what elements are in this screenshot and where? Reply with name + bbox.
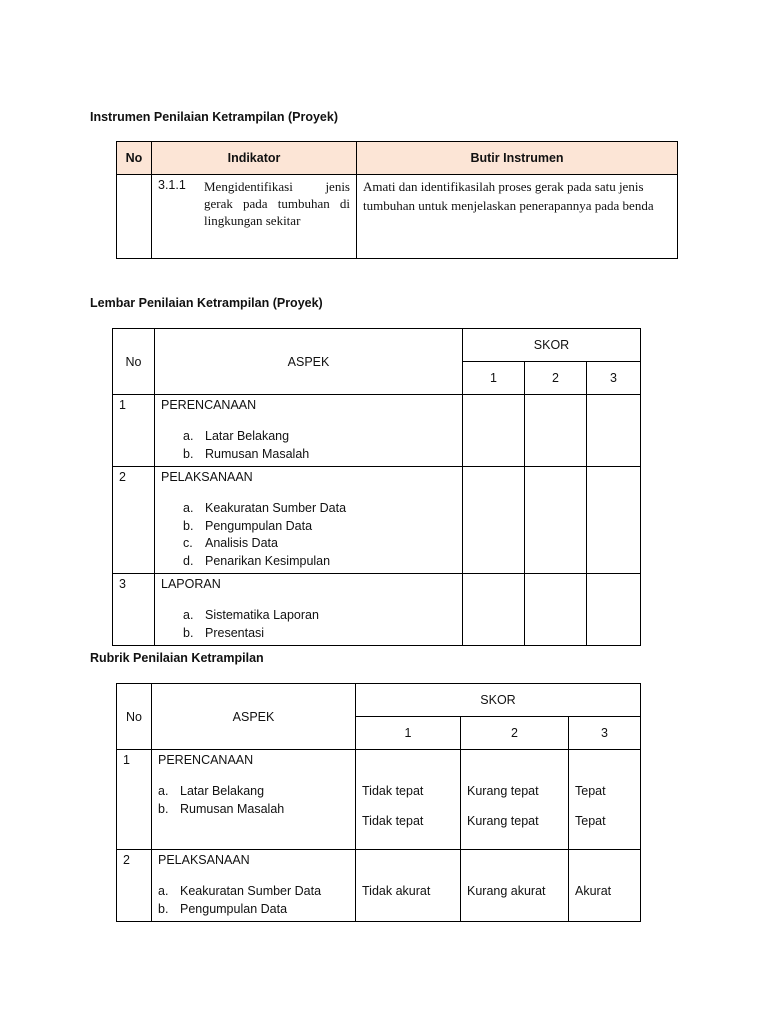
indikator-text: Mengidentifikasi jenis gerak pada tumbuhan di lingkungan sekitar (204, 179, 350, 228)
rubrik-aspek-item: a. Keakuratan Sumber Data (158, 884, 322, 898)
lembar-score-cell (463, 395, 525, 467)
lembar-aspek-item: a. Sistematika Laporan (183, 608, 319, 622)
row-no (117, 175, 152, 259)
rubrik-score-text: Tepat (575, 814, 606, 828)
lembar-row-no: 3 (113, 574, 155, 646)
lembar-score-3: 3 (587, 362, 641, 395)
lembar-score-cell (525, 467, 587, 574)
rubrik-aspek-item: a. Latar Belakang (158, 784, 265, 798)
butir-text: Amati dan identifikasilah proses gerak pada satu jenis tumbuhan untuk menjelaskan penerapannya pada benda (357, 175, 678, 259)
lembar-row-aspek (155, 467, 463, 574)
lembar-header-aspek: ASPEK (155, 329, 463, 395)
rubrik-score-cell (356, 750, 461, 850)
rubrik-header-no: No (117, 684, 152, 750)
lembar-table (112, 328, 641, 646)
section2-title: Lembar Penilaian Ketrampilan (Proyek) (90, 296, 323, 310)
lembar-score-cell (463, 467, 525, 574)
lembar-score-cell (587, 574, 641, 646)
rubrik-row-no: 1 (117, 750, 152, 850)
rubrik-row-no: 2 (117, 850, 152, 922)
rubrik-score-3: 3 (569, 717, 641, 750)
rubrik-aspek-item: b. Rumusan Masalah (158, 801, 285, 816)
header-indikator: Indikator (152, 142, 357, 175)
lembar-score-cell (463, 574, 525, 646)
section3-title: Rubrik Penilaian Ketrampilan (90, 651, 264, 665)
indikator-code: 3.1.1 (158, 178, 186, 192)
rubrik-score-text: Kurang tepat (467, 784, 539, 798)
lembar-aspek-item: b. Presentasi (183, 625, 265, 640)
rubrik-score-text: Akurat (575, 884, 612, 898)
rubrik-table (116, 683, 641, 922)
lembar-row-aspek (155, 574, 463, 646)
rubrik-score-text: Kurang tepat (467, 814, 539, 828)
rubrik-score-cell (461, 750, 569, 850)
rubrik-score-text: Tidak tepat (362, 814, 424, 828)
lembar-aspek-item: d. Penarikan Kesimpulan (183, 553, 331, 568)
lembar-score-cell (525, 395, 587, 467)
rubrik-score-cell (461, 850, 569, 922)
rubrik-row-aspek (152, 850, 356, 922)
rubrik-score-1: 1 (356, 717, 461, 750)
lembar-aspek-title: PERENCANAAN (161, 398, 257, 412)
rubrik-score-text: Tidak tepat (362, 784, 424, 798)
section1-title: Instrumen Penilaian Ketrampilan (Proyek) (90, 110, 338, 124)
lembar-aspek-item: a. Keakuratan Sumber Data (183, 501, 347, 515)
rubrik-header-skor: SKOR (356, 684, 641, 717)
lembar-header-skor: SKOR (463, 329, 641, 362)
rubrik-score-cell (356, 850, 461, 922)
lembar-score-cell (587, 467, 641, 574)
lembar-aspek-item: c. Analisis Data (183, 536, 278, 550)
lembar-row-aspek (155, 395, 463, 467)
rubrik-score-text: Tidak akurat (362, 884, 431, 898)
rubrik-score-cell (569, 850, 641, 922)
lembar-row-no: 1 (113, 395, 155, 467)
lembar-aspek-title: PELAKSANAAN (161, 470, 253, 484)
lembar-aspek-item: b. Rumusan Masalah (183, 446, 310, 461)
rubrik-header-aspek: ASPEK (152, 684, 356, 750)
lembar-aspek-item: a. Latar Belakang (183, 429, 290, 443)
lembar-score-1: 1 (463, 362, 525, 395)
rubrik-aspek-title: PERENCANAAN (158, 753, 254, 767)
rubrik-score-2: 2 (461, 717, 569, 750)
lembar-aspek-title: LAPORAN (161, 577, 221, 591)
header-no: No (117, 142, 152, 175)
lembar-score-cell (587, 395, 641, 467)
rubrik-score-cell (569, 750, 641, 850)
rubrik-row-aspek (152, 750, 356, 850)
rubrik-score-text: Tepat (575, 784, 606, 798)
lembar-row-no: 2 (113, 467, 155, 574)
rubrik-aspek-item: b. Pengumpulan Data (158, 901, 288, 916)
rubrik-score-text: Kurang akurat (467, 884, 546, 898)
lembar-score-2: 2 (525, 362, 587, 395)
header-butir: Butir Instrumen (357, 142, 678, 175)
instrumen-table (116, 141, 678, 259)
rubrik-aspek-title: PELAKSANAAN (158, 853, 250, 867)
lembar-aspek-item: b. Pengumpulan Data (183, 518, 313, 533)
lembar-header-no: No (113, 329, 155, 395)
lembar-score-cell (525, 574, 587, 646)
